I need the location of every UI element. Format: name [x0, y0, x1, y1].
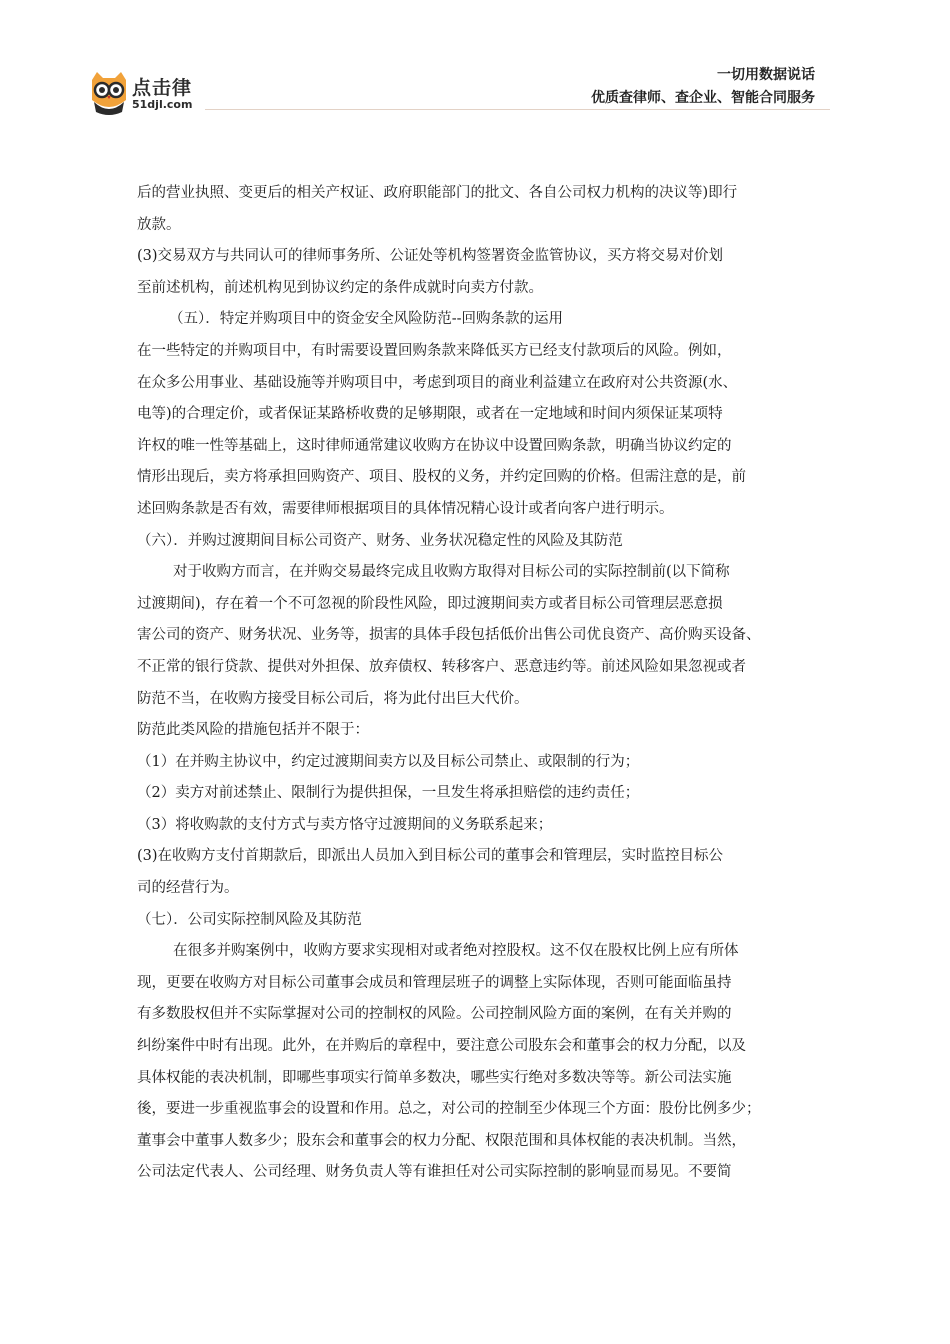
- text-line: 具体权能的表决机制，即哪些事项实行简单多数决，哪些实行绝对多数决等等。新公司法实施: [137, 1069, 732, 1086]
- header-slogan: [591, 64, 815, 110]
- section-heading: （五）．特定并购项目中的资金安全风险防范--回购条款的运用: [169, 311, 564, 328]
- text-line: 董事会中董事人数多少；股东会和董事会的权力分配、权限范围和具体权能的表决机制。当然，: [137, 1132, 746, 1149]
- text-line: 防范此类风险的措施包括并不限于：: [137, 722, 369, 739]
- brand-url: 51djl.com: [132, 98, 193, 111]
- text-line: 许权的唯一性等基础上，这时律师通常建议收购方在协议中设置回购条款，明确当协议约定的: [137, 437, 732, 454]
- text-line: 现，更要在收购方对目标公司董事会成员和管理层班子的调整上实际体现，否则可能面临虽持: [137, 974, 732, 991]
- text-line: 过渡期间)，存在着一个不可忽视的阶段性风险，即过渡期间卖方或者目标公司管理层恶意损: [137, 595, 723, 612]
- list-item: （3）将收购款的支付方式与卖方恪守过渡期间的义务联系起来；: [137, 816, 553, 833]
- text-line: 害公司的资产、财务状况、业务等，损害的具体手段包括低价出售公司优良资产、高价购买设备、: [137, 627, 761, 644]
- text-line: 后的营业执照、变更后的相关产权证、政府职能部门的批文、各自公司权力机构的决议等)即行: [137, 185, 738, 201]
- logo[interactable]: [88, 70, 208, 116]
- list-item: （2）卖方对前述禁止、限制行为提供担保，一旦发生将承担赔偿的违约责任；: [137, 785, 640, 802]
- text-line: 有多数股权但并不实际掌握对公司的控制权的风险。公司控制风险方面的案例，在有关并购的: [137, 1006, 732, 1023]
- text-line: 情形出现后，卖方将承担回购资产、项目、股权的义务，并约定回购的价格。但需注意的是，前: [137, 469, 746, 486]
- text-line: 公司法定代表人、公司经理、财务负责人等有谁担任对公司实际控制的影响显而易见。不要简: [137, 1164, 732, 1181]
- text-line: 司的经营行为。: [137, 880, 239, 897]
- slogan-line-2: 优质查律师、查企业、智能合同服务: [591, 90, 815, 106]
- text-line: 述回购条款是否有效，需要律师根据项目的具体情况精心设计或者向客户进行明示。: [137, 500, 674, 517]
- text-line: 後，要进一步重视监事会的设置和作用。总之，对公司的控制至少体现三个方面：股份比例多少；: [137, 1101, 761, 1118]
- list-item: （1）在并购主协议中，约定过渡期间卖方以及目标公司禁止、或限制的行为；: [137, 753, 640, 770]
- text-line: (3)交易双方与共同认可的律师事务所、公证处等机构签署资金监管协议，买方将交易对价划: [137, 248, 724, 265]
- text-line: 电等)的合理定价，或者保证某路桥收费的足够期限，或者在一定地域和时间内须保证某项特: [137, 406, 723, 423]
- text-line: 至前述机构，前述机构见到协议约定的条件成就时向卖方付款。: [137, 279, 543, 296]
- text-line: 不正常的银行贷款、提供对外担保、放弃债权、转移客户、恶意违约等。前述风险如果忽视或者: [137, 658, 746, 675]
- text-line: 在一些特定的并购项目中，有时需要设置回购条款来降低买方已经支付款项后的风险。例如，: [137, 342, 732, 359]
- text-line: 防范不当，在收购方接受目标公司后，将为此付出巨大代价。: [137, 690, 529, 707]
- text-line: 在众多公用事业、基础设施等并购项目中，考虑到项目的商业利益建立在政府对公共资源(水、: [137, 374, 738, 391]
- text-line: 在很多并购案例中，收购方要求实现相对或者绝对控股权。这不仅在股权比例上应有所体: [173, 943, 739, 960]
- page-header: [0, 0, 950, 120]
- text-line: 纠纷案件中时有出现。此外，在并购后的章程中，要注意公司股东会和董事会的权力分配，以及: [137, 1038, 746, 1055]
- header-divider: [205, 109, 830, 110]
- section-heading: （七）．公司实际控制风险及其防范: [137, 911, 362, 928]
- text-line: 对于收购方而言，在并购交易最终完成且收购方取得对目标公司的实际控制前(以下简称: [173, 564, 730, 581]
- document-body: [137, 178, 817, 1189]
- text-line: 放款。: [137, 216, 181, 233]
- section-heading: （六）．并购过渡期间目标公司资产、财务、业务状况稳定性的风险及其防范: [137, 532, 623, 549]
- brand-name: 点击律: [132, 77, 193, 99]
- list-item: (3)在收购方支付首期款后，即派出人员加入到目标公司的董事会和管理层，实时监控目标公: [137, 848, 724, 865]
- owl-logo-icon: [88, 70, 130, 116]
- slogan-line-1: 一切用数据说话: [717, 67, 815, 83]
